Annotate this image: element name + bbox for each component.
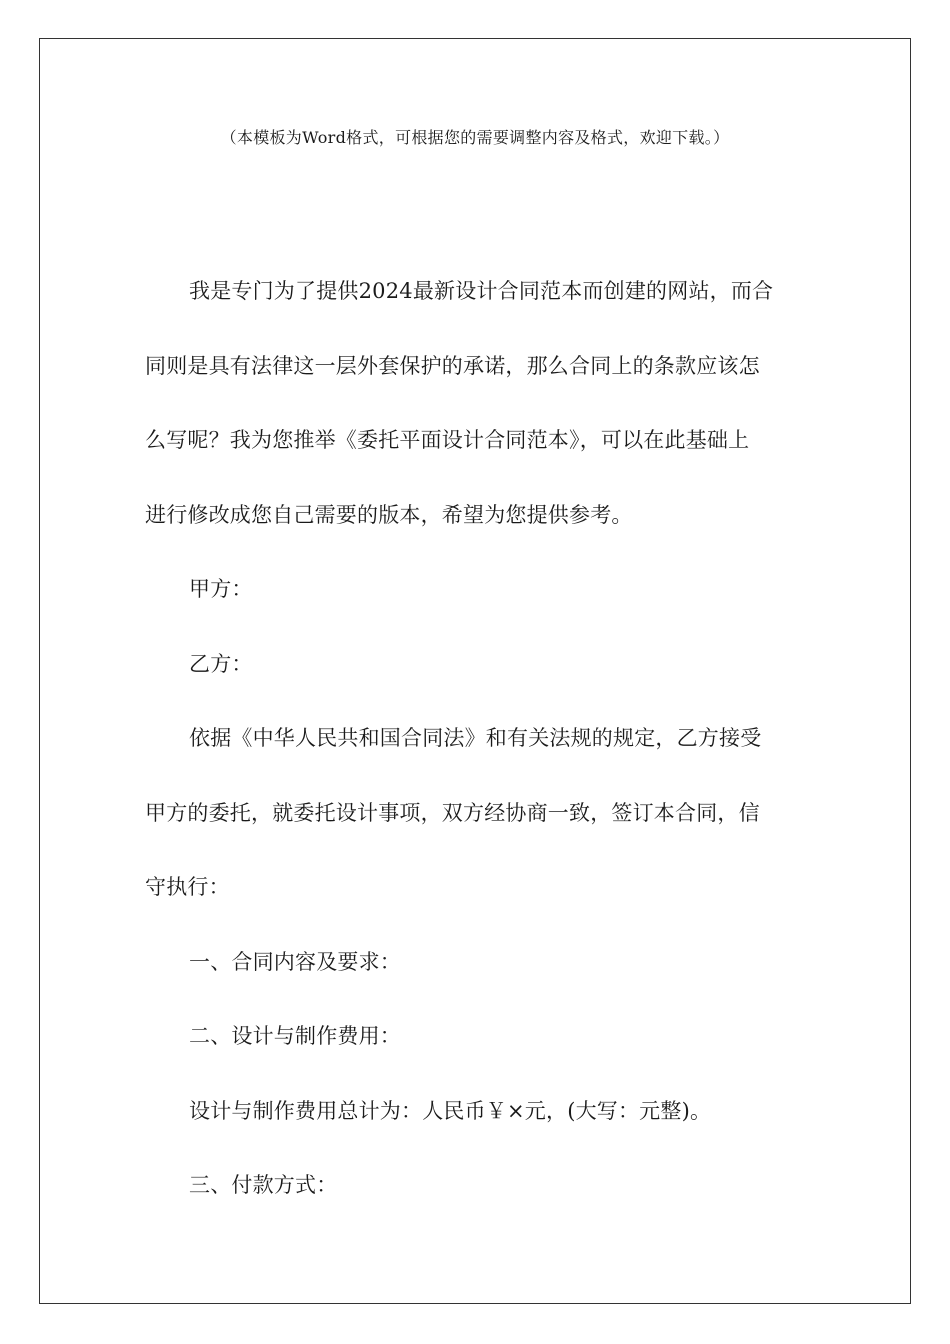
section-heading-1: 一、合同内容及要求： bbox=[189, 949, 401, 974]
paragraph-intro-line-3: 么写呢？我为您推举《委托平面设计合同范本》，可以在此基础上 bbox=[145, 428, 750, 452]
paragraph-basis-line-3: 守执行： bbox=[145, 875, 230, 899]
party-b-label: 乙方： bbox=[189, 651, 253, 676]
paragraph-basis-line-2: 甲方的委托，就委托设计事项，双方经协商一致，签订本合同，信 bbox=[145, 800, 760, 825]
paragraph-basis-line-1: 依据《中华人民共和国合同法》和有关法规的规定，乙方接受 bbox=[189, 726, 762, 750]
party-a-label: 甲方： bbox=[189, 577, 253, 601]
template-notice: （本模板为Word格式，可根据您的需要调整内容及格式，欢迎下载。） bbox=[220, 128, 730, 147]
paragraph-intro-line-4: 进行修改成您自己需要的版本，希望为您提供参考。 bbox=[145, 502, 633, 527]
section-heading-3: 三、付款方式： bbox=[189, 1173, 338, 1197]
document-body bbox=[145, 272, 805, 1241]
paragraph-intro-line-1: 我是专门为了提供2024最新设计合同范本而创建的网站，而合 bbox=[189, 279, 774, 303]
section-heading-2: 二、设计与制作费用： bbox=[189, 1024, 401, 1048]
paragraph-intro-line-2: 同则是具有法律这一层外套保护的承诺，那么合同上的条款应该怎 bbox=[145, 353, 760, 378]
fee-total-line: 设计与制作费用总计为：人民币￥×元，(大写：元整)。 bbox=[189, 1098, 712, 1123]
